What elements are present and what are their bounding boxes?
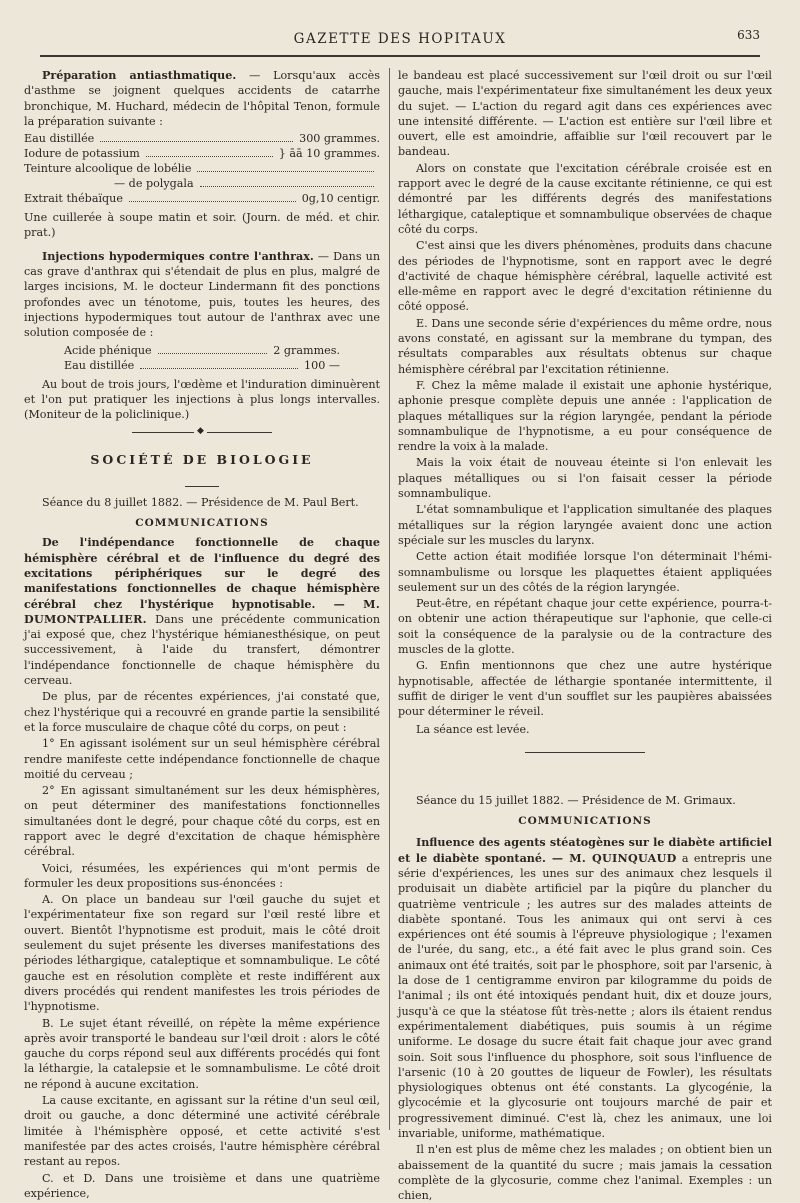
recipe-row: — de polygala (24, 176, 380, 191)
paragraph: Mais la voix était de nouveau éteinte si l'on enlevait les plaques métalliques ou si l'on faisait cesser la période somnambulique. (398, 456, 772, 501)
paragraph: Peut-être, en répétant chaque jour cette expérience, pourra-t-on obtenir une action thérapeutique sur l'aphonie, que celle-ci soit la conséquence de la paralysie ou de la contracture des muscles de la glotte. (398, 597, 772, 656)
recipe-row: Eau distillée 300 grammes. (24, 132, 380, 146)
recipe-antiasthmatique (24, 131, 380, 206)
paragraph: 2° En agissant simultanément sur les deux hémisphères, on peut déterminer des manifestations fonctionnelles simultanées dont le degré, pour chaque côté du corps, est en rapport avec le degré d'excitation de chaque hémisphère cérébral. (24, 784, 380, 859)
article-title: De l'indépendance fonctionnelle de chaque hémisphère cérébral et de l'influence du degré des excitations périphériques sur le degré des manifestations fonctionnelles de chaque hémisphère cérébral chez l'hystérique hypnotisable. (24, 536, 380, 611)
session-closed: La séance est levée. (416, 723, 530, 737)
journal-title: GAZETTE DES HOPITAUX (293, 31, 507, 47)
section-heading: SOCIÉTÉ DE BIOLOGIE (90, 452, 314, 468)
article-anthrax (24, 249, 380, 341)
paragraph: A. On place un bandeau sur l'œil gauche du sujet et l'expérimentateur fixe son regard sur l'œil resté libre et ouvert. Bientôt l'hypnotisme est produit, mais le côté droit seulement du sujet présente les diverses manifestations des périodes léthargique, cataleptique et somnambulique. Le côté gauche est en résolution complète et reste indifférent aux divers procédés qui rendent manifestes les trois périodes de l'hypnotisme. (24, 893, 380, 1014)
paragraph: Voici, résumées, les expériences qui m'ont permis de formuler les deux propositions sus-énoncées : (24, 861, 380, 890)
recipe-anthrax (24, 343, 380, 373)
paragraph: 1° En agissant isolément sur un seul hémisphère cérébral rendre manifeste cette indépendance fonctionnelle de chaque moitié du cerveau ; (24, 737, 380, 781)
paragraph: E. Dans une seconde série d'expériences du même ordre, nous avons constaté, en agissant sur la membrane du tympan, des résultats comparables aux résultats obtenus sur chaque hémisphère cérébral par l'excitation rétinienne. (398, 316, 772, 376)
article-text: — Lorsqu'aux accès d'asthme se joignent quelques accidents de catarrhe bronchique, M. Huchard, médecin de l'hôpital Tenon, formule la préparation suivante : (24, 69, 380, 128)
divider (525, 752, 645, 753)
article-anthrax-end: Au bout de trois jours, l'œdème et l'induration diminuèrent et l'on put pratiquer les injections à plus longs intervalles. (Moniteur de la policlinique.) (24, 377, 380, 422)
session-heading: Séance du 8 juillet 1882. — Présidence de M. Paul Bert. (42, 495, 359, 509)
paragraph: F. Chez la même malade il existait une aphonie hystérique, aphonie presque complète depuis une année : l'application de plaques métalliques sur la région laryngée, pendant la période somnambulique de l'hypnotisme, a eu pour conséquence de rendre la voix à la malade. (398, 378, 772, 454)
article-title: Influence des agents stéatogènes sur le diabète artificiel et le diabète spontané. (398, 836, 772, 865)
right-column (398, 68, 772, 1203)
recipe-row: Teinture alcoolique de lobélie (24, 161, 380, 176)
page-header (40, 25, 760, 57)
article-text: Dans une précédente communication j'ai exposé que, chez l'hystérique hémianesthésique, on peut successivement, à l'aide du transfert, démontrer l'indépendance fonctionnelle de chaque hémisphère du cerveau. (24, 612, 380, 688)
article-text: a entrepris une série d'expériences, les unes sur des animaux chez lesquels il produisait un diabète artificiel par la piqûre du plancher du quatrième ventricule ; les autres sur des malades atteints de diabète spontané. Tous les animaux qui ont servi à ces expériences ont été soumis à l'épreuve physiologique ; l'examen de l'urée, du sang, etc., a été fait avec le plus grand soin. Ces animaux ont été traités, soit par le phosphore, soit par l'arsenic, à la dose de 1 centigramme environ par kilogramme du poids de l'animal ; ils ont été intoxiqués pendant huit, dix et douze jours, jusqu'à ce que la stéatose fût très-nette ; alors ils étaient rendus expérimentalement diabétiques, puis soumis à un régime uniforme. Le dosage du sucre était fait chaque jour avec grand soin. Soit sous l'influence du phosphore, soit sous l'influence de l'arsenic (10 à 20 gouttes de liqueur de Fowler), les résultats physiologiques obtenus ont été constants. La glycogénie, la glycocémie et la glycosurie ont toujours marché de pair et progressivement diminué. C'est là, chez les animaux, une loi invariable, uniforme, mathématique. (398, 851, 772, 1140)
recipe-row: Acide phénique 2 grammes. (64, 343, 340, 357)
communications-heading: COMMUNICATIONS (135, 517, 269, 530)
paragraph: Cette action était modifiée lorsque l'on déterminait l'hémi-somnambulisme ou lorsque les plaquettes étaient appliquées seulement sur un des côtés de la région laryngée. (398, 550, 772, 594)
left-column (24, 68, 380, 1200)
divider (185, 486, 219, 487)
paragraph: La cause excitante, en agissant sur la rétine d'un seul œil, droit ou gauche, a donc déterminé une activité cérébrale limitée à l'hémisphère opposé, et cette activité s'est manifestée par des actes croisés, l'autre hémisphère cérébral restant au repos. (24, 1094, 380, 1169)
recipe-row: Iodure de potassium } āā 10 grammes. (24, 147, 380, 161)
article-title: Préparation antiasthmatique. (42, 69, 237, 82)
paragraph: Alors on constate que l'excitation cérébrale croisée est en rapport avec le degré de la cause excitante rétinienne, ce qui est démontré par les différents degrés des manifestations léthargique, cataleptique et somnambulique observées de chaque côté du corps. (398, 161, 772, 236)
article-author: — M. QUINQUAUD (545, 851, 677, 865)
article-diabete (398, 835, 772, 1141)
paragraph: B. Le sujet étant réveillé, on répète la même expérience après avoir transporté le bandeau sur l'œil droit : alors le côté gauche du corps répond seul aux différents procédés qui font la léthargie, la catalepsie et le somnambulisme. Le côté droit ne répond à aucune excitation. (24, 1016, 380, 1091)
recipe-row: Eau distillée 100 — (64, 358, 340, 372)
paragraph: De plus, par de récentes expériences, j'ai constaté que, chez l'hystérique qui a recouvré en grande partie la sensibilité et la force musculaire de chaque côté du corps, on peut : (24, 690, 380, 734)
paragraph: L'état somnambulique et l'application simultanée des plaques métalliques sur la région laryngée avaient donc une action spéciale sur les muscles du larynx. (398, 503, 772, 547)
article-title: Injections hypodermiques contre l'anthrax. (42, 249, 314, 263)
paragraph: C'est ainsi que les divers phénomènes, produits dans chacune des périodes de l'hypnotisme, sont en rapport avec le degré d'activité de chaque hémisphère cérébral, laquelle activité est elle-même en rapport avec le degré d'excitation rétinienne du côté opposé. (398, 239, 772, 314)
article-author: — M. DUMONTPALLIER. (24, 597, 380, 626)
column-separator (389, 68, 390, 1130)
communications-heading: COMMUNICATIONS (518, 815, 652, 828)
paragraph: le bandeau est placé successivement sur l'œil droit ou sur l'œil gauche, mais l'expérimentateur fixe simultanément les deux yeux du sujet. — L'action du regard agit dans ces expériences avec une intensité différente. — L'action est entière sur l'œil libre et ouvert, elle est amoindrie, affaiblie sur l'œil recouvert par le bandeau. (398, 69, 772, 159)
recipe-row: Extrait thébaïque 0g,10 centigr. (24, 192, 380, 206)
page-number: 633 (737, 28, 760, 42)
paragraph: Il n'en est plus de même chez les malades ; on obtient bien un abaissement de la quantité du sucre ; mais jamais la cessation complète de la glycosurie, comme chez l'animal. Exemples : un chien, (398, 1143, 772, 1203)
session-heading: Séance du 15 juillet 1882. — Présidence de M. Grimaux. (416, 793, 736, 807)
paragraph: C. et D. Dans une troisième et dans une quatrième expérience, (24, 1171, 380, 1200)
article-antiasthmatique (24, 68, 380, 129)
recipe-dosage: Une cuillerée à soupe matin et soir. (Journ. de méd. et chir. prat.) (24, 211, 380, 240)
paragraph: G. Enfin mentionnons que chez une autre hystérique hypnotisable, affectée de léthargie spontanée intermittente, il suffit de diriger le vent d'un soufflet sur les paupières abaissées pour déterminer le réveil. (398, 659, 772, 719)
article-independance (24, 535, 380, 688)
ornament-divider (132, 428, 272, 436)
article-text: — Dans un cas grave d'anthrax qui s'étendait de plus en plus, malgré de larges incisions, M. le docteur Lindermann fit des ponctions profondes avec un ténotome, puis, toutes les heures, des injections hypodermiques tout autour de l'anthrax avec une solution composée de : (24, 249, 380, 340)
